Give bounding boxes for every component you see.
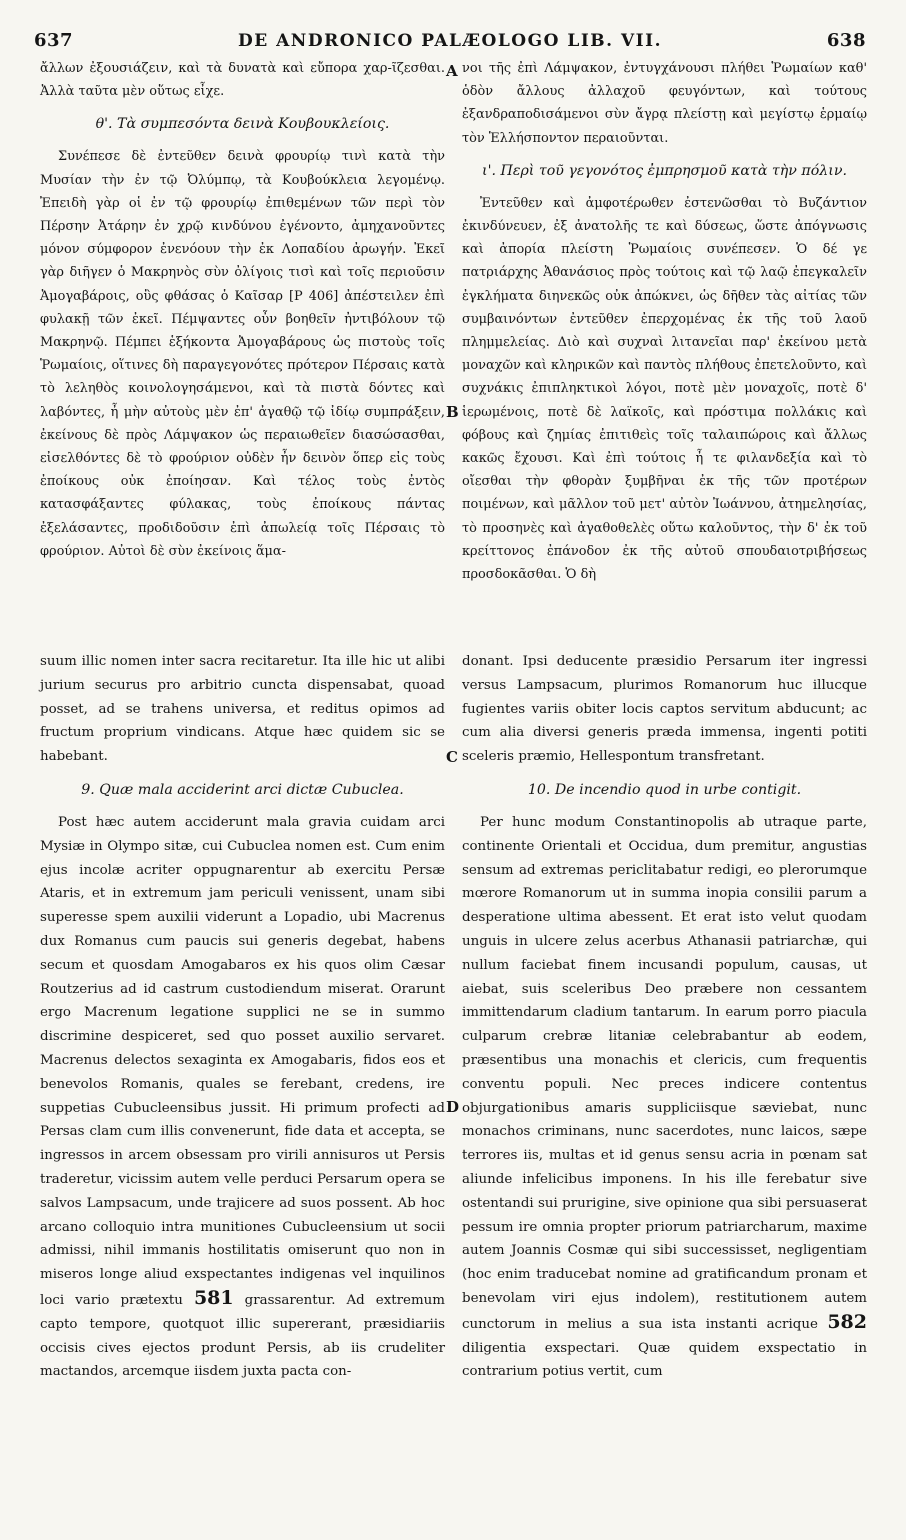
greek-right-section-title: ι'. Περὶ τοῦ γεγονότος ἐμπρησμοῦ κατὰ τὴν πόλιν.: [482, 162, 847, 179]
latin-right-intro: donant. Ipsi deducente præsidio Persarum iter ingressi versus Lampsacum, plurimos Romanorum huc illucque fugientes variis obiter locis captos servitum abducunt; ac cum alia diversi generis præda immensa, ingenti potiti sceleris præmio, Hellespontum transfretant.: [462, 654, 867, 765]
latin-left-body: [40, 811, 445, 1384]
latin-left-intro: suum illic nomen inter sacra recitaretur. Ita ille hic ut alibi jurium securus pro arbitrio cuncta dispensabat, quoad posset, ad se trahens universa, et reditus opimos ad fructum proprium vindicans. Atque hæc quidem sic se habebant.: [40, 654, 445, 765]
latin-left-body-part2: grassarentur. Ad extremum capto tempore, quotquot illic supererant, præsidiariis occisis cives ejectos produnt Persis, ab iis crudeliter mactandos, arcemque iisdem juxta pacta con-: [40, 1292, 445, 1380]
page-number-left: 637: [34, 30, 74, 51]
latin-left-body-part1: Post hæc autem acciderunt mala gravia cuidam arci Mysiæ in Olympo sitæ, cui Cubuclea nomen est. Cum enim ejus incolæ acriter oppugnarentur ab exercitu Persæ Ataris, et in extremum jam periculi venissent, unam sibi superesse spem auxilii viderunt a Lopadio, ubi Macrenus dux Romanus cum paucis sui generis degebat, habens secum et quosdam Amogabaros ex his quos olim Cæsar Routzerius ad id castrum custodiendum miserat. Orarunt ergo Macrenum legatione supplici ne se in summo discrimine despiceret, sed quo posset auxilio servaret. Macrenus delectos sexaginta ex Amogabaris, fidos eos et benevolos Romanis, quales se ferebant, credens, ire suppetias Cubucleensibus jussit. Hi primum profecti ad Persas clam cum illis convenerunt, fide data et accepta, se ingressos in arcem obsessam pro virili annisuros ut Persis traderetur, vicissim autem velle perduci Persarum opera se salvos Lampsacum, unde trajicere ad suos possent. Ab hoc arcano colloquio intra munitiones Cubucleensium ut socii admissi, nihil immanis hostilitatis omiserunt quo non in miseros longe aliud exspectantes indigenas vel inquilinos loci vario prætextu: [40, 814, 445, 1308]
latin-right-body: [462, 811, 867, 1384]
running-title: DE ANDRONICO PALÆOLOGO LIB. VII.: [238, 31, 662, 51]
greek-left-section-title: θ'. Τὰ συμπεσόντα δεινὰ Κουβουκλείοις.: [95, 116, 390, 133]
margin-letter: C: [446, 748, 458, 766]
latin-left-section-title: 9. Quæ mala acciderint arci dictæ Cubuclea.: [81, 781, 404, 798]
page-number-right: 638: [826, 30, 866, 51]
greek-left-intro: ἄλλων ἐξουσιάζειν, καὶ τὰ δυνατὰ καὶ εὔπορα χαρ-ῖζεσθαι. Ἀλλὰ ταῦτα μὲν οὕτως εἶχε.: [40, 61, 445, 100]
latin-right-section-title: 10. De incendio quod in urbe contigit.: [527, 781, 802, 798]
running-header: [34, 30, 866, 56]
greek-right-intro: νοι τῆς ἐπὶ Λάμψακον, ἐντυγχάνουσι πλήθει Ῥωμαίων καθ' ὁδὸν ἄλλους ἀλλαχοῦ φευγόντων, καὶ τούτους ἐξανδραποδισάμενοι σὺν ἄγρᾳ πλείστῃ καὶ μεγίστῳ ἑρμαίῳ τὸν Ἑλλήσποντον περαιοῦνται.: [462, 61, 867, 146]
folio-number: 581: [193, 1286, 234, 1309]
greek-right-body: Ἐντεῦθεν καὶ ἀμφοτέρωθεν ἐστενῶσθαι τὸ Βυζάντιον ἐκινδύνευεν, ἐξ ἀνατολῆς τε καὶ δύσεως, ὥστε ἀπόγνωσις καὶ ἀπορία πλείστη Ῥωμαίοις συνέπεσεν. Ὁ δέ γε πατριάρχης Ἀθανάσιος πρὸς τούτοις καὶ τῷ λαῷ ἐπεγκαλεῖν ἐγκλήματα διηνεκῶς οὐκ ἀπώκνει, ὡς δῆθεν τὰς αἰτίας τῶν συμβαινόντων ἐντεῦθεν ἐπερχομένας ἐκ τῆς τοῦ λαοῦ πλημμελείας. Διὸ καὶ συχναὶ λιτανεῖαι παρ' ἐκείνου μετὰ μοναχῶν καὶ κληρικῶν καὶ παντὸς πλήθους ἐπετελοῦντο, καὶ συχνάκις ἐπιπληκτικοὶ λόγοι, ποτὲ μὲν μοναχοῖς, ποτὲ δ' ἱερωμένοις, ποτὲ δὲ λαϊκοῖς, καὶ πρόστιμα πολλάκις καὶ φόβους καὶ ζημίας ἐπιτιθεὶς τοῖς ταλαιπώροις καὶ ἄλλως κακῶς ἔχουσι. Καὶ ἐπὶ τούτοις ἦ τε φιλανδεξία καὶ τὸ οἴεσθαι τὴν φθορὰν ξυμβῆναι ἐκ τῆς τῶν προτέρων ποιμένων, καὶ μᾶλλον τοῦ μετ' αὐτὸν Ἰωάννου, ἀτημελησίας, τὸ προσηνὲς καὶ ἀγαθοθελὲς οὕτω καλοῦντος, τὴν δ' ἐκ τοῦ κρείττονος ἐπάνοδον ἐκ τῆς αὐτοῦ σπουδαιοτριβήσεως προσδοκᾶσθαι. Ὁ δὴ: [462, 195, 867, 583]
latin-right-body-part1: Per hunc modum Constantinopolis ab utraque parte, continente Orientali et Occidua, dum premitur, angustias sensum ad extremas periclitabatur redigi, eo plerorumque mœrore Romanorum ut in summa inopia consilii parum a desperatione ultima abessent. Et erat isto velut quodam unguis in ulcere zelus acerbus Athanasii patriarchæ, qui nullum faciebat finem incusandi populum, causas, ut aiebat, suis sceleribus Deo præbere non cessantem immittendarum cladium tantarum. In earum porro piacula culparum crebræ litaniæ celebrabantur ab eodem, præsentibus una monachis et clericis, cum frequentis conventu populi. Nec preces indicere contentus objurgationibus amaris suppliciisque sæviebat, nunc monachos criminans, nunc sacerdotes, nunc laicos, sæpe terrores iis, multas et id genus sensu acria in pœnam sat aliunde infelicibus imponens. In his ille ferebatur sive ostentandi sui prurigine, sive opinione qua sibi persuaserat pessum ire omnia propter priorum patriarcharum, maxime autem Joannis Cosmæ qui sibi successisset, negligentiam (hoc enim traducebat nomine ad gratificandum pronam et benevolam viri ejus indolem), restitutionem autem cunctorum in melius a sua ista instanti acrique: [462, 814, 867, 1332]
margin-letter: A: [446, 62, 458, 80]
latin-right-body-part2: diligentia exspectari. Quæ quidem exspectatio in contrarium potius vertit, cum: [462, 1340, 867, 1380]
folio-number: 582: [827, 1310, 867, 1333]
greek-column-right: [462, 57, 867, 586]
latin-column-left: [40, 650, 445, 1384]
greek-left-body: Συνέπεσε δὲ ἐντεῦθεν δεινὰ φρουρίῳ τινὶ κατὰ τὴν Μυσίαν τὴν ἐν τῷ Ὀλύμπῳ, τὰ Κουβούκλεια λεγομένῳ. Ἐπειδὴ γὰρ οἱ ἐν τῷ φρουρίῳ ἐπιθεμένων τῶν περὶ τὸν Πέρσην Ἀτάρην ἐν χρῷ κινδύνου ἐγένοντο, ἀμηχανοῦντες μόνον σύμφορον ἐνενόουν τὴν ἐκ Λοπαδίου ἀρωγήν. Ἐκεῖ γὰρ διῆγεν ὁ Μακρηνὸς σὺν ὀλίγοις τισὶ καὶ τοῖς περιοῦσιν Ἀμογαβάροις, οὓς φθάσας ὁ Καῖσαρ [P 406] ἀπέστειλεν ἐπὶ φυλακῇ τῶν ἐκεῖ. Πέμψαντες οὖν βοηθεῖν ἠντιβόλουν τῷ Μακρηνῷ. Πέμπει ἑξήκοντα Ἀμογαβάρους ὡς πιστοὺς τοῖς Ῥωμαίοις, οἵτινες δὴ παραγεγονότες πρότερον Πέρσαις κατὰ τὸ λεληθὸς κοινολογησάμενοι, καὶ τὰ πιστὰ δόντες καὶ λαβόντες, ἦ μὴν αὐτοὺς μὲν ἐπ' ἀγαθῷ τῷ ἰδίῳ συμπράξειν, ἐκείνους δὲ πρὸς Λάμψακον ὡς περαιωθεῖεν διασώσασθαι, εἰσελθόντες δὲ τὸ φρούριον οὐδὲν ἦν δεινὸν ὅπερ εἰς τοὺς ἐποίκους οὐκ ἐποίησαν. Καὶ τέλος τοὺς ἐντὸς κατασφάξαντες φύλακας, τοὺς ἐποίκους πάντας ἐξελάσαντες, προδιδοῦσιν ἐπὶ ἀπωλείᾳ τοῖς Πέρσαις τὸ φρούριον. Αὐτοὶ δὲ σὺν ἐκείνοις ἅμα-: [40, 149, 445, 559]
latin-column-right: [462, 650, 867, 1384]
margin-letter: B: [446, 403, 459, 421]
greek-column-left: [40, 57, 445, 563]
margin-letter: D: [446, 1098, 460, 1116]
